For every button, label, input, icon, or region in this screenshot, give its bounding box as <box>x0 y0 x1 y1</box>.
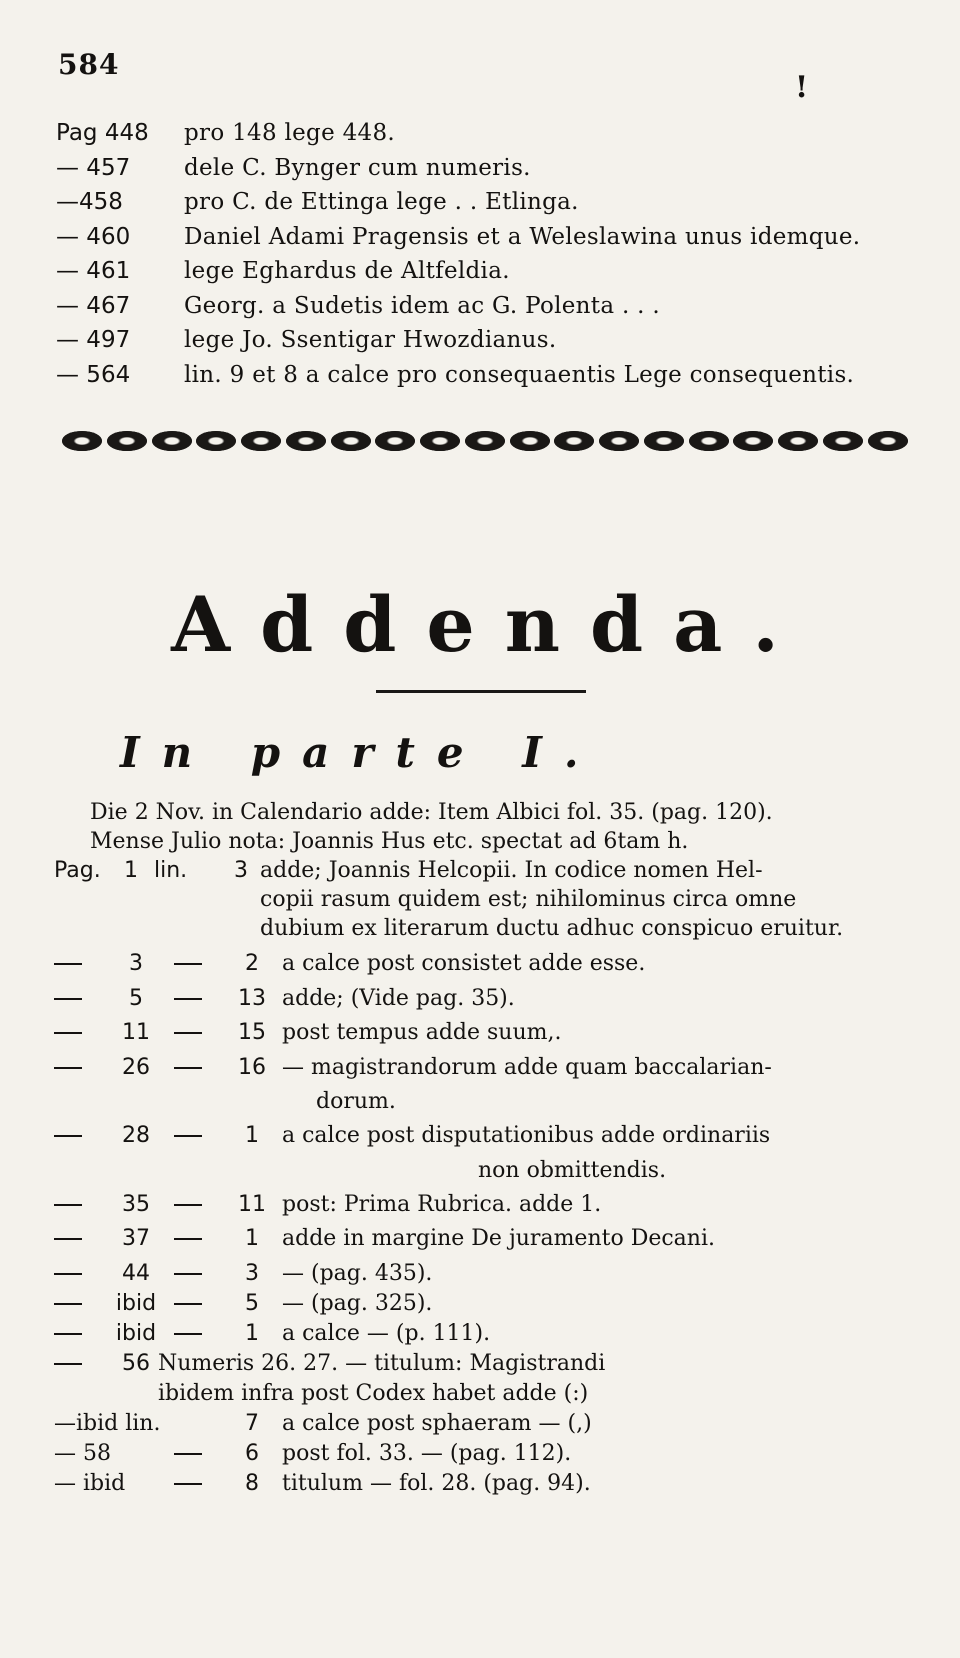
addenda-entry <box>54 1351 944 1381</box>
addenda-entry <box>54 1471 944 1501</box>
entry-line: 5 <box>245 1290 259 1316</box>
entry-line: 6 <box>245 1440 259 1466</box>
ornament-bead-icon <box>644 431 684 451</box>
dash-mark <box>174 1204 202 1206</box>
entry-line: 1 <box>245 1226 259 1251</box>
intro-line <box>54 829 944 858</box>
entry-line: 8 <box>245 1470 259 1496</box>
ornament-bead-icon <box>420 431 460 451</box>
dash-mark <box>54 1135 82 1137</box>
dash-mark <box>54 1067 82 1069</box>
errata-text: pro 148 lege 448. <box>184 120 396 146</box>
entry-page: ibid <box>115 1290 157 1316</box>
addenda-entry <box>54 1123 944 1158</box>
entry-page: 3 <box>129 951 143 976</box>
entry-line: 16 <box>238 1054 266 1080</box>
dash-mark <box>54 1032 82 1034</box>
dash-mark <box>54 1333 82 1335</box>
intro-text: Die 2 Nov. in Calendario adde: Item Albici fol. 35. (pag. 120). <box>90 800 773 825</box>
entry-line: 13 <box>238 985 266 1011</box>
dash-mark <box>174 1238 202 1240</box>
entry-text: post fol. 33. — (pag. 112). <box>282 1440 572 1466</box>
errata-list <box>56 120 936 396</box>
dash-mark <box>174 1273 202 1275</box>
entry-page: 56 <box>122 1350 150 1376</box>
entry-text: — (pag. 325). <box>282 1290 433 1316</box>
errata-text: Georg. a Sudetis idem ac G. Polenta . . . <box>184 292 660 319</box>
errata-text: pro C. de Ettinga lege . . Etlinga. <box>184 189 579 215</box>
dash-mark <box>174 1032 202 1034</box>
errata-text: Daniel Adami Pragensis et a Weleslawina unus idemque. <box>184 223 861 250</box>
intro-line <box>54 800 944 829</box>
errata-text: lege Eghardus de Altfeldia. <box>184 258 510 284</box>
addenda-entry <box>54 1441 944 1471</box>
dash-mark <box>54 1238 82 1240</box>
errata-row <box>56 120 936 155</box>
ornament-bead-icon <box>152 431 192 451</box>
dash-mark <box>54 1273 82 1275</box>
title-rule <box>376 690 586 693</box>
ornament-bead-icon <box>241 431 281 451</box>
dash-mark <box>54 1303 82 1305</box>
dash-mark <box>174 1453 202 1455</box>
entry-prefix: — ibid <box>54 1470 126 1496</box>
entry-line: 7 <box>245 1410 259 1436</box>
ornament-bead-icon <box>554 431 594 451</box>
entry-line: 2 <box>245 951 259 976</box>
errata-row <box>56 293 936 328</box>
pag1-cont <box>54 916 944 945</box>
addenda-entry <box>54 986 944 1021</box>
addenda-list <box>54 800 944 1501</box>
entry-line: 1 <box>245 1320 259 1346</box>
addenda-entry <box>54 1226 944 1261</box>
pag1-cont <box>54 887 944 916</box>
dash-mark <box>174 998 202 1000</box>
addenda-entry <box>54 1192 944 1227</box>
dash-mark <box>174 1483 202 1485</box>
ornament-bead-icon <box>510 431 550 451</box>
dash-mark <box>174 1303 202 1305</box>
pag1-text: adde; Joannis Helcopii. In codice nomen Hel- <box>260 858 763 883</box>
lin-number: 3 <box>234 858 248 883</box>
errata-text: lin. 9 et 8 a calce pro consequaentis Lege consequentis. <box>184 361 855 388</box>
ornament-bead-icon <box>465 431 505 451</box>
entry-prefix: — 58 <box>54 1440 111 1466</box>
pag-number: 1 <box>124 858 138 883</box>
entry-line: 11 <box>238 1191 266 1217</box>
errata-text: dele C. Bynger cum numeris. <box>184 154 531 181</box>
addenda-entry <box>54 1291 944 1321</box>
entry-page: 44 <box>122 1260 150 1286</box>
errata-ref: — 564 <box>56 361 131 388</box>
errata-row <box>56 362 936 397</box>
entry-cont-text: ibidem infra post Codex habet adde (:) <box>158 1380 589 1406</box>
entry-text: post: Prima Rubrica. adde 1. <box>282 1191 602 1217</box>
section-subtitle: In parte I. <box>120 728 601 777</box>
errata-ref: — 457 <box>56 154 131 181</box>
ornamental-divider <box>62 428 908 454</box>
addenda-entry <box>54 951 944 986</box>
ornament-bead-icon <box>733 431 773 451</box>
errata-text: lege Jo. Ssentigar Hwozdianus. <box>184 327 557 353</box>
entry-text: a calce post consistet adde esse. <box>282 951 646 976</box>
entry-line: 1 <box>245 1123 259 1148</box>
entry-text: a calce post sphaeram — (,) <box>282 1410 592 1436</box>
entry-page: 5 <box>129 985 143 1011</box>
errata-ref: — 497 <box>56 327 131 353</box>
entry-text: a calce — (p. 111). <box>282 1320 491 1346</box>
pag1-cont-text: copii rasum quidem est; nihilominus circa omne <box>260 887 797 912</box>
entry-page: ibid <box>115 1320 157 1346</box>
ornament-bead-icon <box>689 431 729 451</box>
intro-text: Mense Julio nota: Joannis Hus etc. spectat ad 6tam h. <box>90 829 689 854</box>
entry-page: 11 <box>122 1020 150 1045</box>
entry-continuation <box>54 1381 944 1411</box>
dash-mark <box>174 1135 202 1137</box>
ornament-bead-icon <box>823 431 863 451</box>
errata-row <box>56 189 936 224</box>
entry-cont-text: non obmittendis. <box>478 1157 667 1183</box>
pag1-cont-text: dubium ex literarum ductu adhuc conspicuo eruitur. <box>260 916 844 941</box>
dash-mark <box>174 1333 202 1335</box>
ornament-bead-icon <box>599 431 639 451</box>
ornament-bead-icon <box>331 431 371 451</box>
errata-ref: — 467 <box>56 292 131 319</box>
entry-text: titulum — fol. 28. (pag. 94). <box>282 1470 591 1496</box>
errata-row <box>56 258 936 293</box>
entry-text: — (pag. 435). <box>282 1260 433 1286</box>
errata-ref: — 460 <box>56 223 131 250</box>
addenda-entry <box>54 1020 944 1055</box>
ornament-bead-icon <box>375 431 415 451</box>
ornament-bead-icon <box>62 431 102 451</box>
entry-line: 3 <box>245 1260 259 1286</box>
ornament-bead-icon <box>196 431 236 451</box>
dash-mark <box>54 963 82 965</box>
addenda-entry <box>54 1261 944 1291</box>
entry-page: 35 <box>122 1191 150 1217</box>
ornament-bead-icon <box>868 431 908 451</box>
entry-text: — magistrandorum adde quam baccalarian- <box>282 1054 772 1080</box>
dash-mark <box>174 963 202 965</box>
entry-text: adde; (Vide pag. 35). <box>282 985 515 1011</box>
pag-label: Pag. <box>54 858 101 883</box>
errata-row <box>56 224 936 259</box>
entry-page: 26 <box>122 1054 150 1080</box>
entry-page: 28 <box>122 1123 150 1148</box>
entry-text: adde in margine De juramento Decani. <box>282 1226 715 1251</box>
pag1-line <box>54 858 944 887</box>
ornament-bead-icon <box>107 431 147 451</box>
entry-line: 15 <box>238 1020 266 1045</box>
page-number: 584 <box>58 48 120 81</box>
entry-text: post tempus adde suum,. <box>282 1020 562 1045</box>
errata-ref: Pag 448 <box>56 120 149 146</box>
errata-ref: —458 <box>56 189 123 215</box>
errata-row <box>56 327 936 362</box>
errata-ref: — 461 <box>56 258 131 284</box>
entry-page: 37 <box>122 1226 150 1251</box>
entry-cont-text: dorum. <box>316 1089 396 1114</box>
entry-text: a calce post disputationibus adde ordinariis <box>282 1123 771 1148</box>
ornament-bead-icon <box>778 431 818 451</box>
addenda-entry <box>54 1321 944 1351</box>
lin-label: lin. <box>154 858 188 883</box>
ornament-bead-icon <box>286 431 326 451</box>
dash-mark <box>54 1204 82 1206</box>
dash-mark <box>54 1363 82 1365</box>
entry-text: Numeris 26. 27. — titulum: Magistrandi <box>158 1350 606 1376</box>
section-title: Addenda. <box>171 580 809 669</box>
dash-mark <box>174 1067 202 1069</box>
errata-row <box>56 155 936 190</box>
addenda-entry <box>54 1411 944 1441</box>
addenda-entry <box>54 1055 944 1090</box>
entry-continuation <box>54 1158 944 1188</box>
margin-mark: ! <box>795 70 809 105</box>
entry-prefix: —ibid lin. <box>54 1410 161 1436</box>
dash-mark <box>54 998 82 1000</box>
entry-continuation <box>54 1089 944 1119</box>
